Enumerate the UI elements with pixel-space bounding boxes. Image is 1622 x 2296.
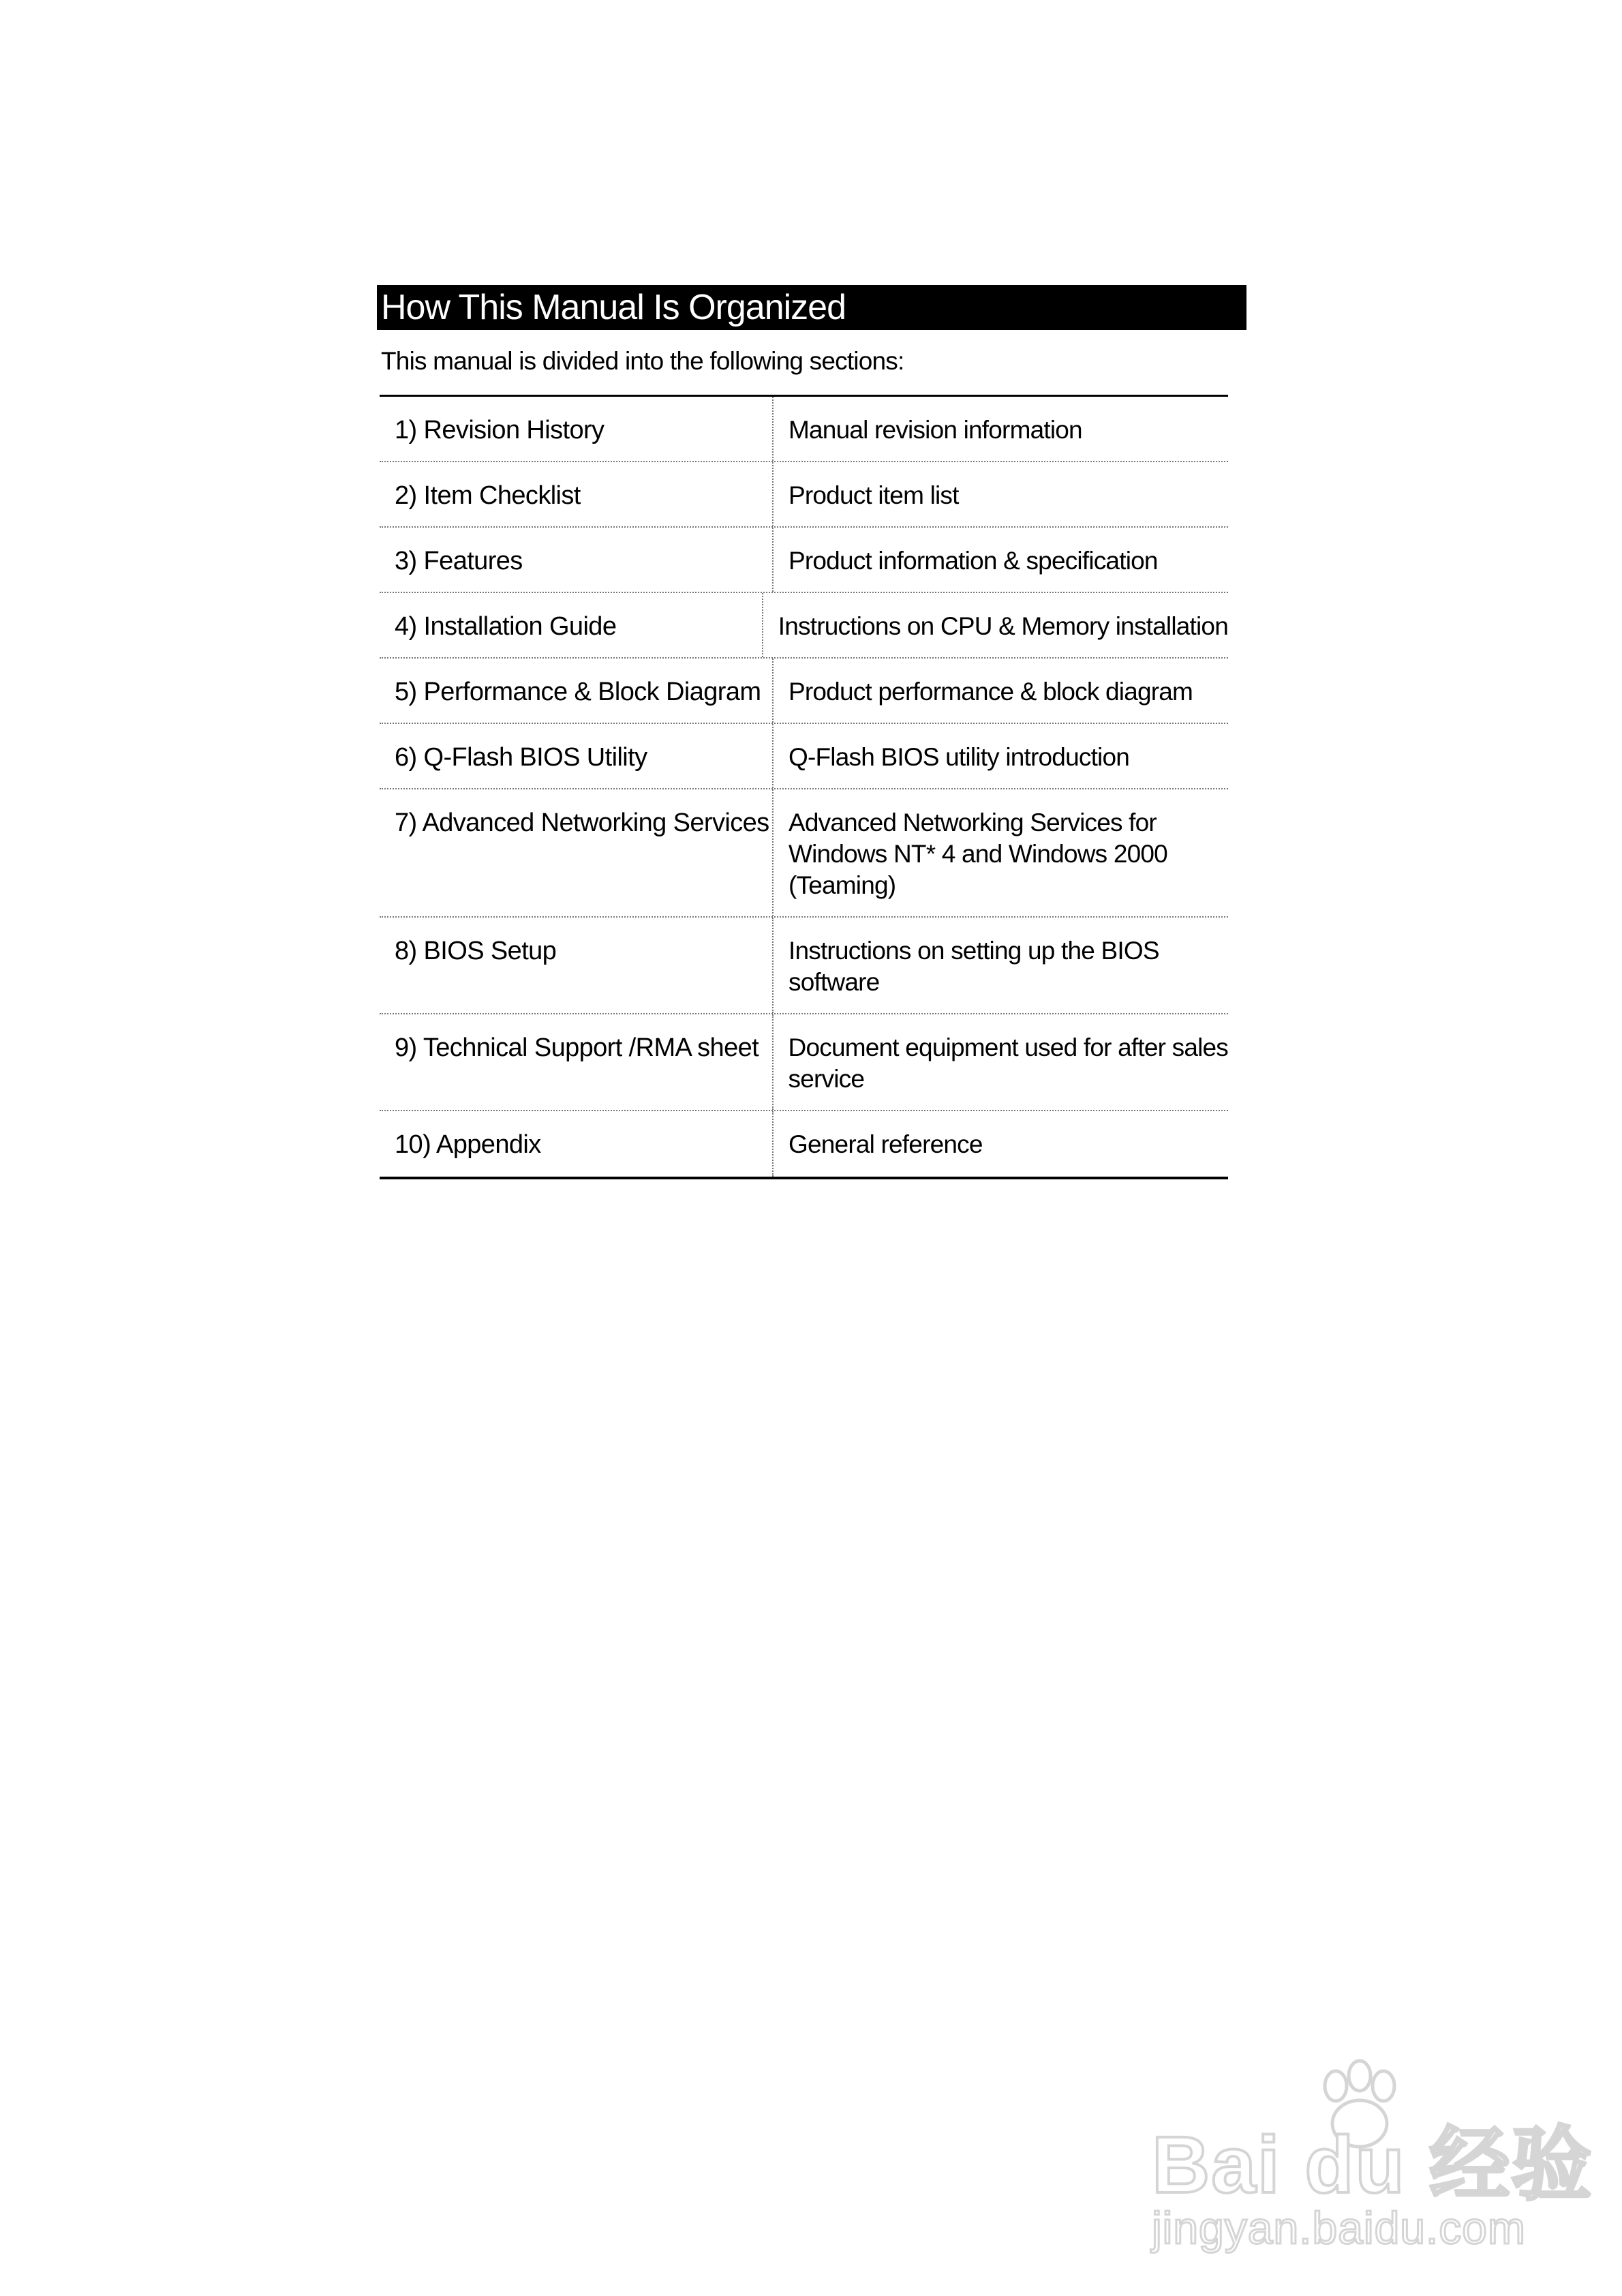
intro-text: This manual is divided into the following sections: [381,347,904,375]
toc-section-description [774,397,1228,461]
toc-row [380,918,1228,1014]
section-title: How This Manual Is Organized [381,288,846,327]
description-line: software [789,968,880,996]
toc-section-description [774,918,1228,1013]
toc-row [380,659,1228,724]
section-title-bar [377,285,1246,330]
toc-row [380,724,1228,789]
description-line: (Teaming) [789,871,896,899]
toc-section-name: 8) BIOS Setup [380,918,774,1013]
toc-row [380,462,1228,528]
toc-row [380,397,1228,462]
description-line: Instructions on CPU & Memory installation [778,612,1228,640]
description-line: Advanced Networking Services for [789,809,1157,836]
description-line: General reference [789,1130,983,1158]
description-line: Windows NT* 4 and Windows 2000 [789,840,1167,868]
toc-section-name: 6) Q-Flash BIOS Utility [380,724,774,788]
toc-section-name: 2) Item Checklist [380,462,774,526]
description-line: service [788,1065,865,1093]
description-line: Instructions on setting up the BIOS [789,937,1159,965]
toc-section-name: 5) Performance & Block Diagram [380,659,774,723]
toc-row [380,1014,1228,1111]
watermark-logo-text: Bai du 经验 [1152,2120,1593,2210]
toc-table [380,395,1228,1179]
description-line: Product information & specification [789,547,1158,575]
toc-section-description [774,659,1228,723]
toc-section-description [774,528,1228,592]
toc-section-description [774,789,1228,916]
description-line: Manual revision information [789,416,1082,444]
toc-section-name: 4) Installation Guide [380,593,763,657]
baidu-watermark [1152,2059,1593,2256]
description-line: Product item list [789,481,959,509]
toc-section-description [774,724,1228,788]
toc-section-name: 7) Advanced Networking Services [380,789,774,916]
toc-section-name: 3) Features [380,528,774,592]
toc-row [380,1111,1228,1177]
toc-row [380,528,1228,593]
toc-section-name: 9) Technical Support /RMA sheet [380,1014,774,1110]
toc-section-description [774,462,1228,526]
toc-row [380,789,1228,918]
description-line: Q-Flash BIOS utility introduction [789,743,1130,771]
toc-section-name: 1) Revision History [380,397,774,461]
toc-section-name: 10) Appendix [380,1111,774,1177]
description-line: Product performance & block diagram [789,678,1193,706]
toc-section-description [774,1014,1228,1110]
watermark-url: jingyan.baidu.com [1152,2203,1526,2253]
toc-section-description [763,593,1228,657]
toc-row [380,593,1228,659]
description-line: Document equipment used for after sales [788,1033,1228,1061]
toc-section-description [774,1111,1228,1177]
